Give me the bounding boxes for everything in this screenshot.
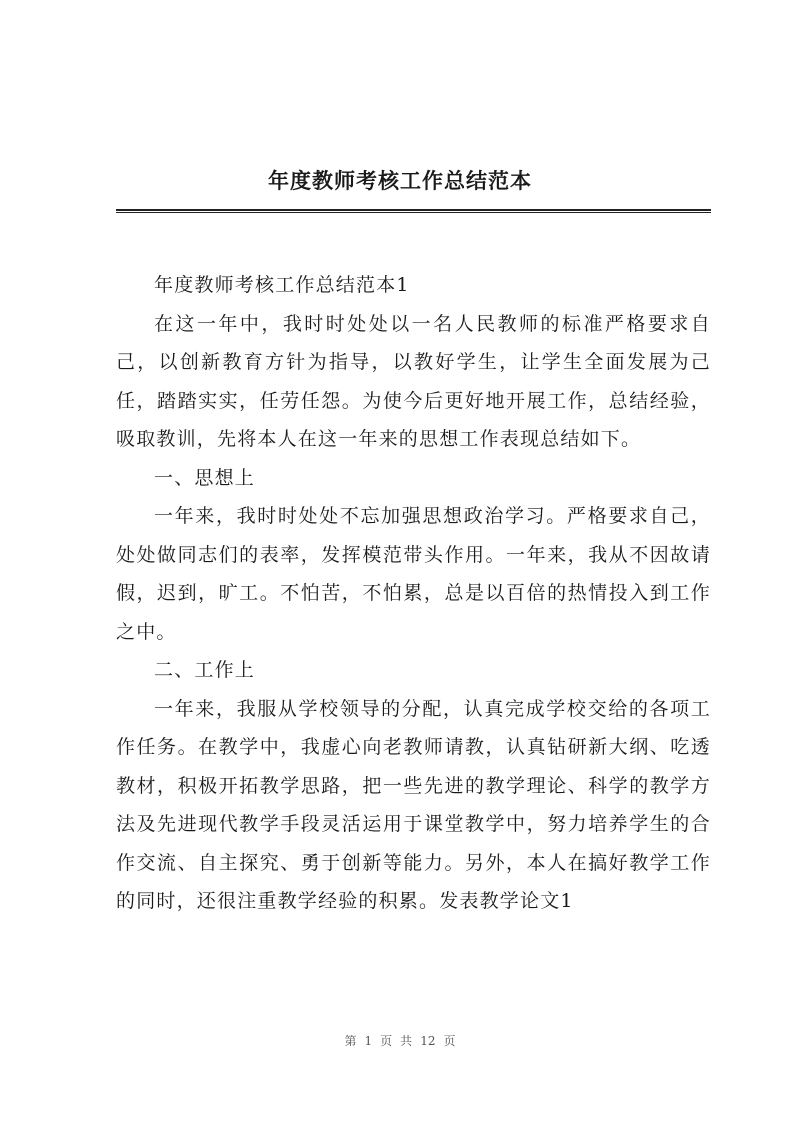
- footer-page-label: 第: [344, 1034, 357, 1048]
- section-heading: 年度教师考核工作总结范本1: [154, 274, 410, 296]
- paragraph: 一年来，我服从学校领导的分配，认真完成学校交给的各项工作任务。在教学中，我虚心向老教师请教，认真钻研新大纲、吃透教材，积极开拓教学思路，把一些先进的教学理论、科学的教学方法及先进现代教学手段灵活运用于课堂教学中，努力培养学生的合作交流、自主探究、勇于创新等能力。另外，本人在搞好教学工作的同时，还很注重教学经验的积累。发表教学论文1: [116, 697, 711, 912]
- title-divider: [116, 209, 711, 213]
- footer-total-label: 共: [400, 1034, 413, 1048]
- footer-page-number: 1: [364, 1034, 373, 1048]
- document-title: 年度教师考核工作总结范本: [268, 168, 532, 193]
- footer-page-unit: 页: [380, 1034, 393, 1048]
- paragraph: 在这一年中，我时时处处以一名人民教师的标准严格要求自己，以创新教育方针为指导，以教好学生，让学生全面发展为己任，踏踏实实，任劳任怨。为使今后更好地开展工作，总结经验，吸取教训，先将本人在这一年来的思想工作表现总结如下。: [116, 312, 711, 450]
- page-footer: [0, 1032, 800, 1049]
- paragraph: 一年来，我时时处处不忘加强思想政治学习。严格要求自己，处处做同志们的表率，发挥模范带头作用。一年来，我从不因故请假，迟到，旷工。不怕苦，不怕累，总是以百倍的热情投入到工作之中。: [116, 505, 711, 643]
- section-heading: 一、思想上: [154, 466, 256, 489]
- footer-total-unit: 页: [443, 1034, 456, 1048]
- section-heading: 二、工作上: [154, 659, 256, 681]
- footer-total-pages: 12: [420, 1034, 436, 1048]
- document-body: [116, 266, 711, 921]
